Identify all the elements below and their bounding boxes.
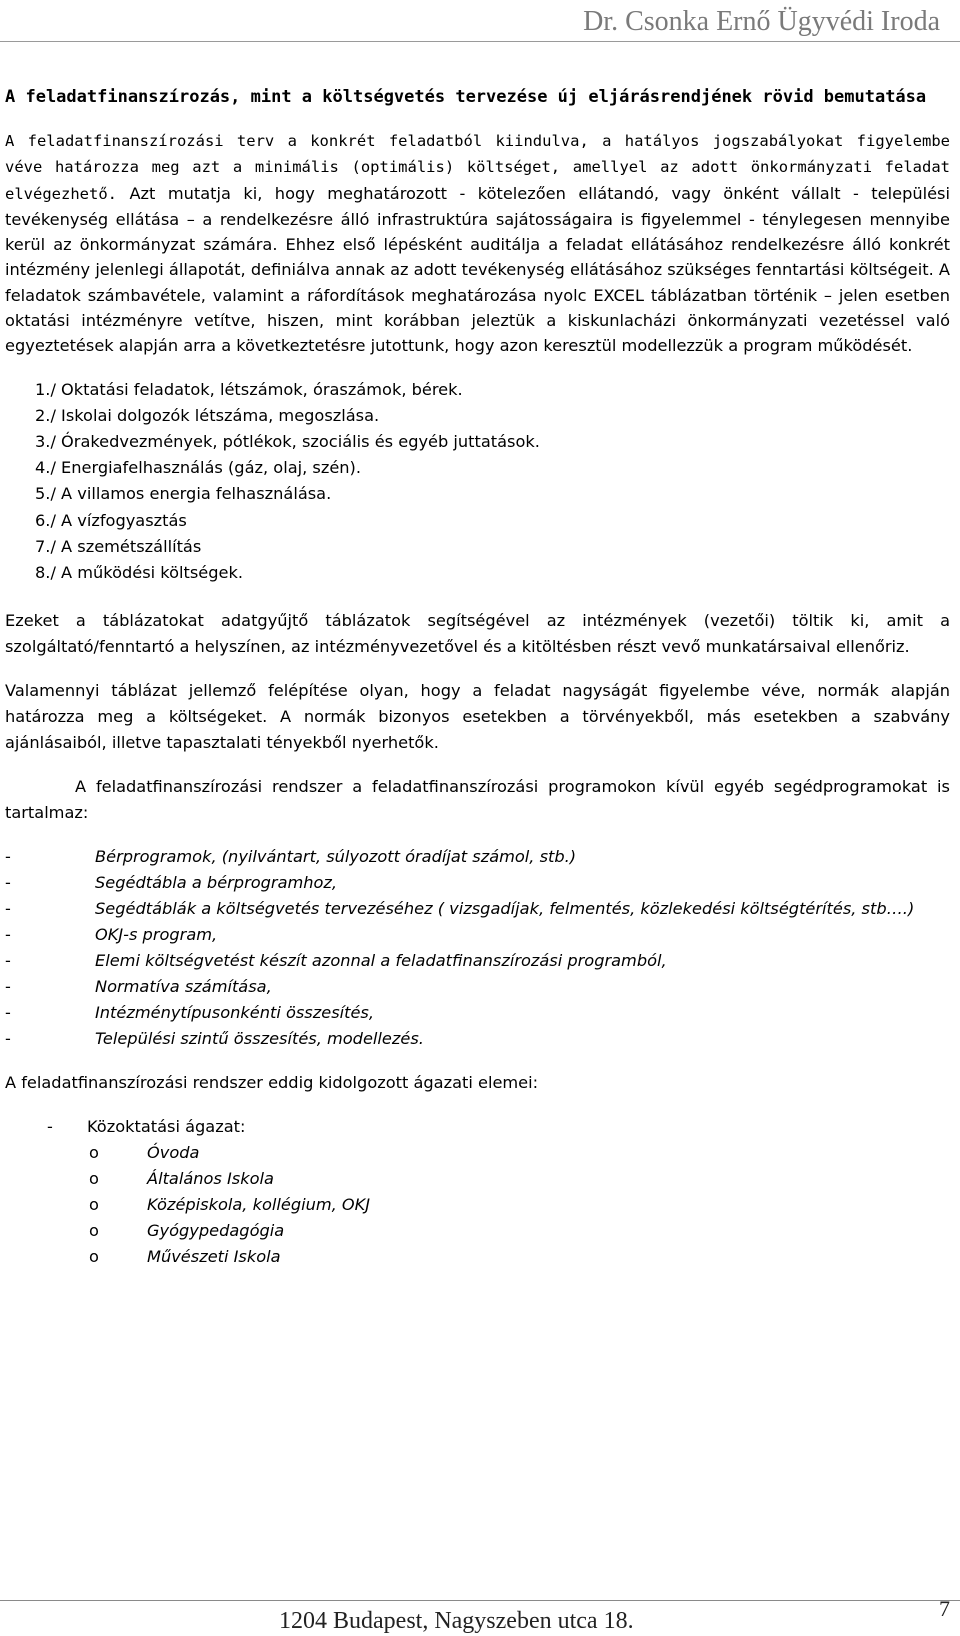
subprograms-list: [5, 844, 950, 1052]
dash-marker: -: [5, 1029, 11, 1049]
list-item: [89, 1166, 950, 1192]
list-item: [5, 896, 950, 922]
list-item: [5, 948, 950, 974]
page-number: 7: [939, 1596, 950, 1621]
list-item-text: Óvoda: [147, 1143, 200, 1163]
circle-bullet-icon: o: [89, 1169, 99, 1189]
document-title: A feladatfinanszírozás, mint a költségvetés tervezése új eljárásrendjének rövid bemutatása: [5, 87, 927, 107]
dash-marker: -: [5, 1003, 11, 1023]
list-item: 1./ Oktatási feladatok, létszámok, óraszámok, bérek.: [35, 379, 463, 399]
sector-item: [5, 1114, 950, 1270]
sector-label: Közoktatási ágazat:: [87, 1117, 246, 1137]
intro-paragraph: [5, 128, 950, 359]
list-item: [89, 1140, 950, 1166]
footer-divider: [0, 1600, 960, 1601]
header-divider: [0, 41, 960, 42]
paragraph-table-structure: Valamennyi táblázat jellemző felépítése olyan, hogy a feladat nagyságát figyelembe véve, normák alapján határozza meg a költségeket. A normák bizonyos esetekben a törvényekből, más esetekben a szabvány ajánlásaiból, illetve tapasztalati tényekből nyerhetők.: [5, 681, 950, 753]
tables-list: [5, 377, 950, 587]
list-item-text: Gyógypedagógia: [147, 1221, 285, 1241]
circle-bullet-icon: o: [89, 1143, 99, 1163]
list-item: [5, 1000, 950, 1026]
list-item-text: Elemi költségvetést készít azonnal a feladatfinanszírozási programból,: [95, 951, 667, 971]
firm-header: Dr. Csonka Ernő Ügyvédi Iroda: [583, 6, 940, 37]
list-item: 7./ A szemétszállítás: [35, 536, 202, 556]
list-item: [5, 922, 950, 948]
circle-bullet-icon: o: [89, 1195, 99, 1215]
dash-marker: -: [5, 899, 11, 919]
list-item: [89, 1218, 950, 1244]
document-body: [5, 84, 950, 1270]
list-item-text: Települési szintű összesítés, modellezés.: [95, 1029, 424, 1049]
list-item: 6./ A vízfogyasztás: [35, 510, 187, 530]
dash-marker: -: [5, 925, 11, 945]
list-item-text: Normatíva számítása,: [95, 977, 272, 997]
list-item-text: Művészeti Iskola: [147, 1247, 281, 1267]
list-item-text: OKJ-s program,: [95, 925, 218, 945]
list-item: [89, 1192, 950, 1218]
list-item: 5./ A villamos energia felhasználása.: [35, 484, 332, 504]
dash-marker: -: [5, 951, 11, 971]
list-item-text: Intézménytípusonkénti összesítés,: [95, 1003, 375, 1023]
intro-lead-text: A feladatfinanszírozási terv a konkrét feladatból kiindulva, a hatályos jogszabályokat figyelembe véve határozza meg azt a minimális (optimális) költséget, amellyel az adott önkormányzati feladat elvégezhető.: [5, 132, 950, 203]
dash-marker: -: [47, 1117, 53, 1137]
list-item-text: Középiskola, kollégium, OKJ: [147, 1195, 371, 1215]
list-item: [5, 1026, 950, 1052]
list-item-text: Általános Iskola: [147, 1169, 274, 1189]
paragraph-subprograms-intro: A feladatfinanszírozási rendszer a feladatfinanszírozási programokon kívül egyéb segédprogramokat is tartalmaz:: [5, 777, 950, 823]
list-item: [5, 844, 950, 870]
sector-subitems: [87, 1140, 950, 1270]
paragraph-sectors-intro: A feladatfinanszírozási rendszer eddig kidolgozott ágazati elemei:: [5, 1073, 539, 1093]
list-item-text: Segédtábla a bérprogramhoz,: [95, 873, 338, 893]
list-item-text: Bérprogramok, (nyilvántart, súlyozott óradíjat számol, stb.): [95, 847, 577, 867]
list-item: 3./ Órakedvezmények, pótlékok, szociális és egyéb juttatások.: [35, 432, 540, 452]
list-item: [89, 1244, 950, 1270]
footer-address: 1204 Budapest, Nagyszeben utca 18.: [279, 1608, 634, 1634]
list-item: 8./ A működési költségek.: [35, 563, 243, 583]
dash-marker: -: [5, 847, 11, 867]
list-item-text: Segédtáblák a költségvetés tervezéséhez ( vizsgadíjak, felmentés, közlekedési költségtérítés, stb….): [95, 899, 915, 919]
list-item: [5, 974, 950, 1000]
dash-marker: -: [5, 873, 11, 893]
list-item: 4./ Energiafelhasználás (gáz, olaj, szén).: [35, 458, 362, 478]
list-item: [5, 870, 950, 896]
dash-marker: -: [5, 977, 11, 997]
circle-bullet-icon: o: [89, 1247, 99, 1267]
intro-rest-text: Azt mutatja ki, hogy meghatározott - kötelezően ellátandó, vagy önként vállalt - települési tevékenység ellátása – a rendelkezésre álló infrastruktúra sajátosságaira is figyelemmel - ténylegesen mennyibe kerül az önkormányzat számára. Ehhez első lépésként auditálja a feladat ellátásához rendelkezésre álló konkrét intézmény jelenlegi állapotát, definiálva annak az adott tevékenység ellátásához szükséges fenntartási költségeit. A feladatok számbavétele, valamint a ráfordítások meghatározása nyolc EXCEL táblázatban történik – jelen esetben oktatási intézményre vetítve, hiszen, mint korábban jeleztük a kiskunlacházi önkormányzati vezetéssel való egyeztetések alapján arra a következtetésre jutottunk, hogy azon keresztül modellezzük a program működését.: [5, 183, 950, 356]
list-item: 2./ Iskolai dolgozók létszáma, megoszlása.: [35, 405, 380, 425]
paragraph-data-collection: Ezeket a táblázatokat adatgyűjtő táblázatok segítségével az intézmények (vezetői) töltik ki, amit a szolgáltató/fenntartó a helyszínen, az intézményvezetővel és a kitöltésben részt vevő munkatársaival ellenőriz.: [5, 611, 950, 657]
circle-bullet-icon: o: [89, 1221, 99, 1241]
